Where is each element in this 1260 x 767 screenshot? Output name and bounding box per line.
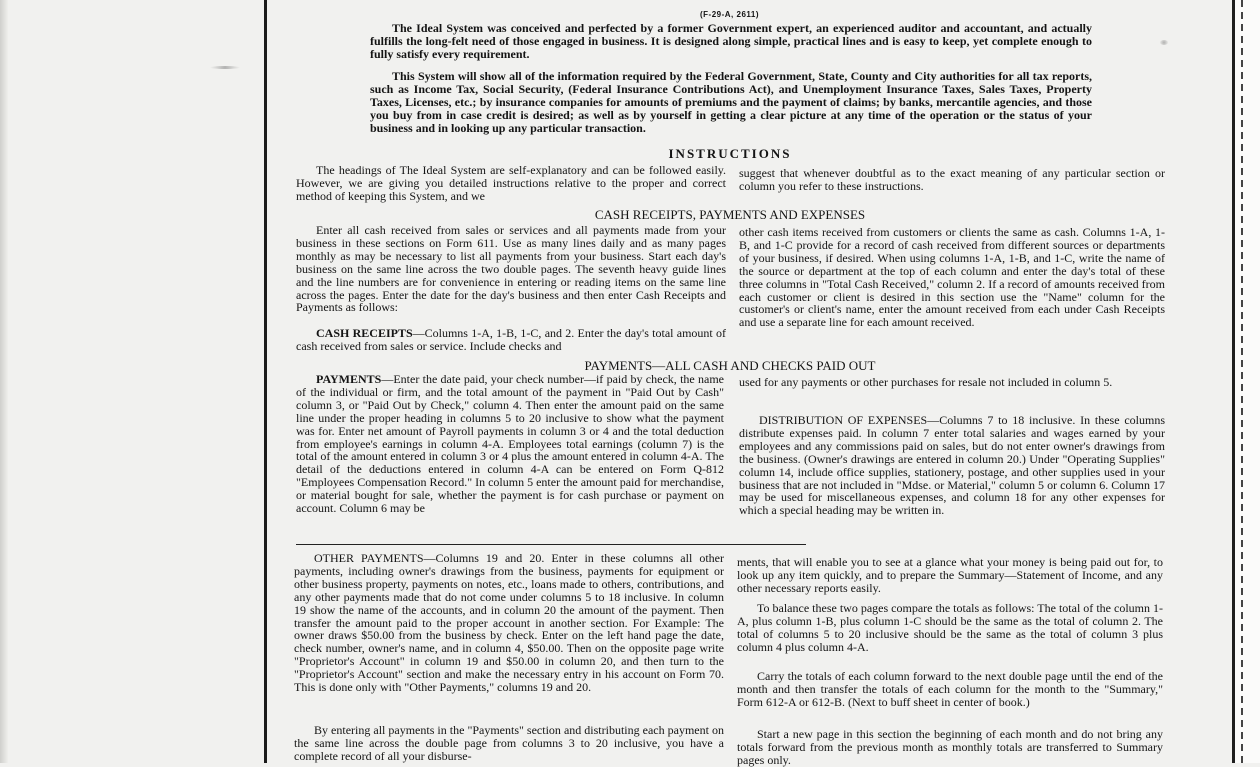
cash-heading: CASH RECEIPTS, PAYMENTS AND EXPENSES <box>594 207 866 222</box>
payments-text: —Enter the date paid, your check number—if paid by check, the name of the individual or firm, and the total amount of the payment in "Paid Out by Cash" column 3, or "Paid Out by Check," column 4. Then enter the amount paid on the same line under the proper heading in columns 5 to 20 inclusive to show what the payment was for. Enter net amount of Payroll payments in column 3 or 4 and the total deduction from employee's earnings in column 4-A. Employees total earnings (column 7) is the total of the amount entered in column 3 or 4 plus the amount entered in column 4-A. The detail of the deductions entered in column 4-A can be entered on Form Q-812 "Employees Compensation Record." In column 5 enter the amount paid for merchandise, or material bought for sale, whether the payment is for cash purchase or payment on account. Column 6 may be <box>296 372 725 516</box>
distribution-paragraph <box>739 414 1165 517</box>
cash-receipts-text: —Columns 1-A, 1-B, 1-C, and 2. Enter the day's total amount of cash received from sales or service. Include checks and <box>296 326 726 353</box>
new-page-paragraph: Start a new page in this section the beginning of each month and do not bring any totals forward from the previous month as monthly totals are transferred to Summary pages only. <box>737 727 1163 767</box>
other-right-paragraph-1: ments, that will enable you to see at a glance what your money is being paid out for, to look up any item quickly, and to prepare the Summary—Statement of Income, and any other necessary reports easily. <box>737 555 1163 595</box>
cash-receipts-paragraph <box>296 327 726 353</box>
distribution-lead: DISTRIBUTION OF EXPENSES <box>759 413 928 427</box>
payments-lead: PAYMENTS <box>316 372 382 386</box>
cash-left-paragraph: Enter all cash received from sales or services and all payments made from your business in these sections on Form 611. Use as many lines daily and as many pages monthly as may be necessary to list all payments from your business. Start each day's business on the same line across the two double pages. The seventh heavy guide lines and the line numbers are for convenience in entering or reading items on the same line across the pages. Enter the date for the day's business and then enter Cash Receipts and Payments as follows: <box>296 223 726 315</box>
intro-paragraph-2: This System will show all of the information required by the Federal Government, State, County and City authorities for all tax reports, such as Income Tax, Social Security, (Federal Insurance Contributions Act), and Unemployment Insurance Taxes, Sales Taxes, Property Taxes, Licenses, etc.; by insurance companies for amounts of premiums and the payment of claims; by banks, mercantile agencies, and those you buy from in case credit is desired; as well as by yourself in getting a clear picture at any time of the operation or the status of your business and in looking up any particular transaction. <box>370 69 1092 135</box>
carry-totals-paragraph: Carry the totals of each column forward to the next double page until the end of the month and then transfer the totals of each column for the month to the "Summary," Form 612-A or 612-B. (Next to buff sheet in center of book.) <box>737 669 1163 709</box>
scan-speck <box>210 66 240 69</box>
distribution-text: —Columns 7 to 18 inclusive. In these columns distribute expenses paid. In column 7 enter total salaries and wages earned by your employees and any commissions paid on sales, but do not enter owner's drawings from the business. (Owner's drawings are entered in column 20.) Under "Operating Supplies" column 14, include office supplies, stationery, postage, and other supplies used in your business that are not included in "Mdse. or Material," column 5 or column 6. Column 17 may be used for miscellaneous expenses, and column 18 for any other expenses for which a special heading may be written in. <box>739 413 1165 518</box>
payments-heading: PAYMENTS—ALL CASH AND CHECKS PAID OUT <box>584 358 876 373</box>
form-number: (F-29-A, 2611) <box>700 10 760 19</box>
other-payments-lead: OTHER PAYMENTS <box>314 551 424 565</box>
book-binding-edge <box>1232 0 1260 763</box>
scan-speck <box>1160 40 1168 45</box>
instructions-heading: INSTRUCTIONS <box>668 146 792 161</box>
section-divider <box>296 544 806 545</box>
instructions-right: suggest that whenever doubtful as to the exact meaning of any particular section or column you refer to these instructions. <box>739 166 1165 193</box>
other-payments-text: —Columns 19 and 20. Enter in these columns all other payments, including owner's drawings from the business, payments for equipment or other business property, payments on notes, etc., loans made to others, contributions, and any other payments made that do not come under columns 5 to 18 inclusive. In column 19 show the name of the accounts, and in column 20 the amount of the payment. Then transfer the amount paid to the proper account in another section. For Example: The owner draws $50.00 from the business by check. Enter on the left hand page the date, check number, owner's name, and in column 4, $50.00. Then on the opposite page write "Proprietor's Account" in column 19 and $50.00 in column 20, and then turn to the "Proprietor's Account" section and make the necessary entry in his account on Form 70. This is done only with "Other Payments," columns 19 and 20. <box>294 551 724 695</box>
payments-left-paragraph <box>296 373 724 515</box>
cash-right-paragraph: other cash items received from customers or clients the same as cash. Columns 1-A, 1-B, and 1-C provide for a record of cash received from different sources or departments of your business, if desired. When using columns 1-A, 1-B, and 1-C, write the name of the source or department at the top of each column and enter the day's total of these three columns in "Total Cash Received," column 2. If a record of amounts received from each customer or client is desired in this section use the "Name" column for the customer's or client's name, enter the amount received from each under Cash Receipts and use a separate line for each amount received. <box>739 225 1165 330</box>
page-border-line <box>264 0 267 763</box>
scan-edge-left <box>0 0 8 763</box>
cash-receipts-lead: CASH RECEIPTS <box>316 326 413 340</box>
intro-paragraph-1: The Ideal System was conceived and perfected by a former Government expert, an experienced auditor and accountant, and actually fulfills the long-felt need of those engaged in business. It is designed along simple, practical lines and is easy to keep, yet complete enough to fully satisfy every requirement. <box>370 21 1092 61</box>
payments-right-paragraph-1: used for any payments or other purchases for resale not included in column 5. <box>739 375 1113 389</box>
other-payments-paragraph-2: By entering all payments in the "Payments" section and distributing each payment on the same line across the double page from columns 3 to 20 inclusive, you have a complete record of all your disburse- <box>294 723 724 763</box>
balance-paragraph: To balance these two pages compare the totals as follows: The total of the column 1-A, plus column 1-B, plus column 1-C should be the same as the total of column 2. The total of columns 5 to 20 inclusive should be the same as the total of column 3 plus column 4 plus column 4-A. <box>737 601 1163 654</box>
other-payments-paragraph <box>294 552 724 694</box>
instructions-left: The headings of The Ideal System are self-explanatory and can be followed easily. However, we are giving you detailed instructions relative to the proper and correct method of keeping this System, and we <box>296 163 726 203</box>
